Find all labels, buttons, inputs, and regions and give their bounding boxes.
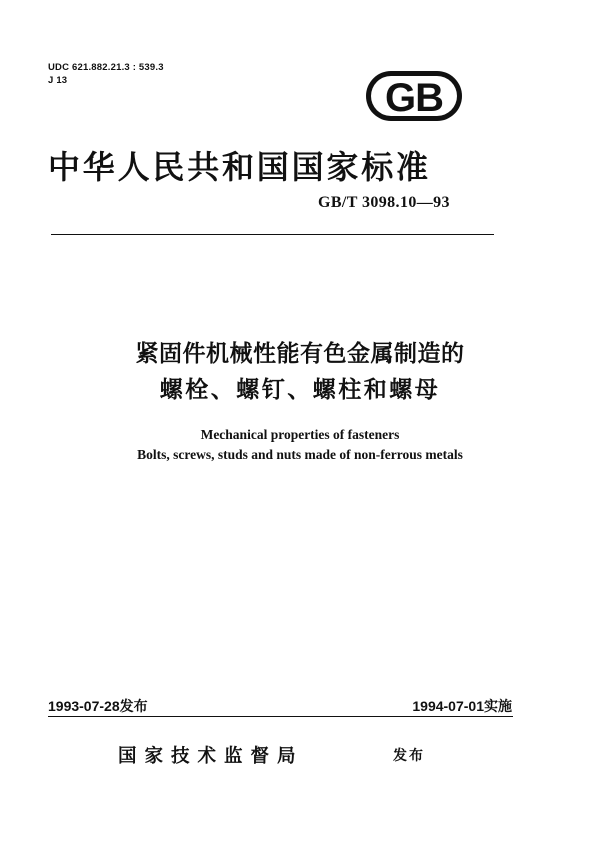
standard-name-cn: 中华人民共和国国家标准 <box>48 148 431 186</box>
header-divider <box>51 234 494 235</box>
title-en-line1: Mechanical properties of fasteners <box>200 427 400 442</box>
classification-block <box>48 61 164 87</box>
udc-code: UDC 621.882.21.3 : 539.3 <box>48 62 164 73</box>
title-cn-line2: 螺栓、螺钉、螺柱和螺母 <box>159 377 441 403</box>
gb-logo <box>365 70 463 122</box>
title-en <box>40 425 560 465</box>
issuing-agency: 国家技术监督局 <box>118 746 304 767</box>
gb-logo-text: GB <box>385 76 443 120</box>
footer-divider <box>48 716 513 717</box>
standard-number: GB/T 3098.10—93 <box>318 194 450 211</box>
publish-label: 发布 <box>393 748 425 764</box>
class-code: J 13 <box>48 75 68 86</box>
title-cn <box>80 336 520 408</box>
issue-date: 1993-07-28发布 <box>48 698 148 714</box>
implement-date: 1994-07-01实施 <box>412 698 512 714</box>
title-en-line2: Bolts, screws, studs and nuts made of non-ferrous metals <box>137 447 463 462</box>
title-cn-line1: 紧固件机械性能有色金属制造的 <box>135 341 465 367</box>
